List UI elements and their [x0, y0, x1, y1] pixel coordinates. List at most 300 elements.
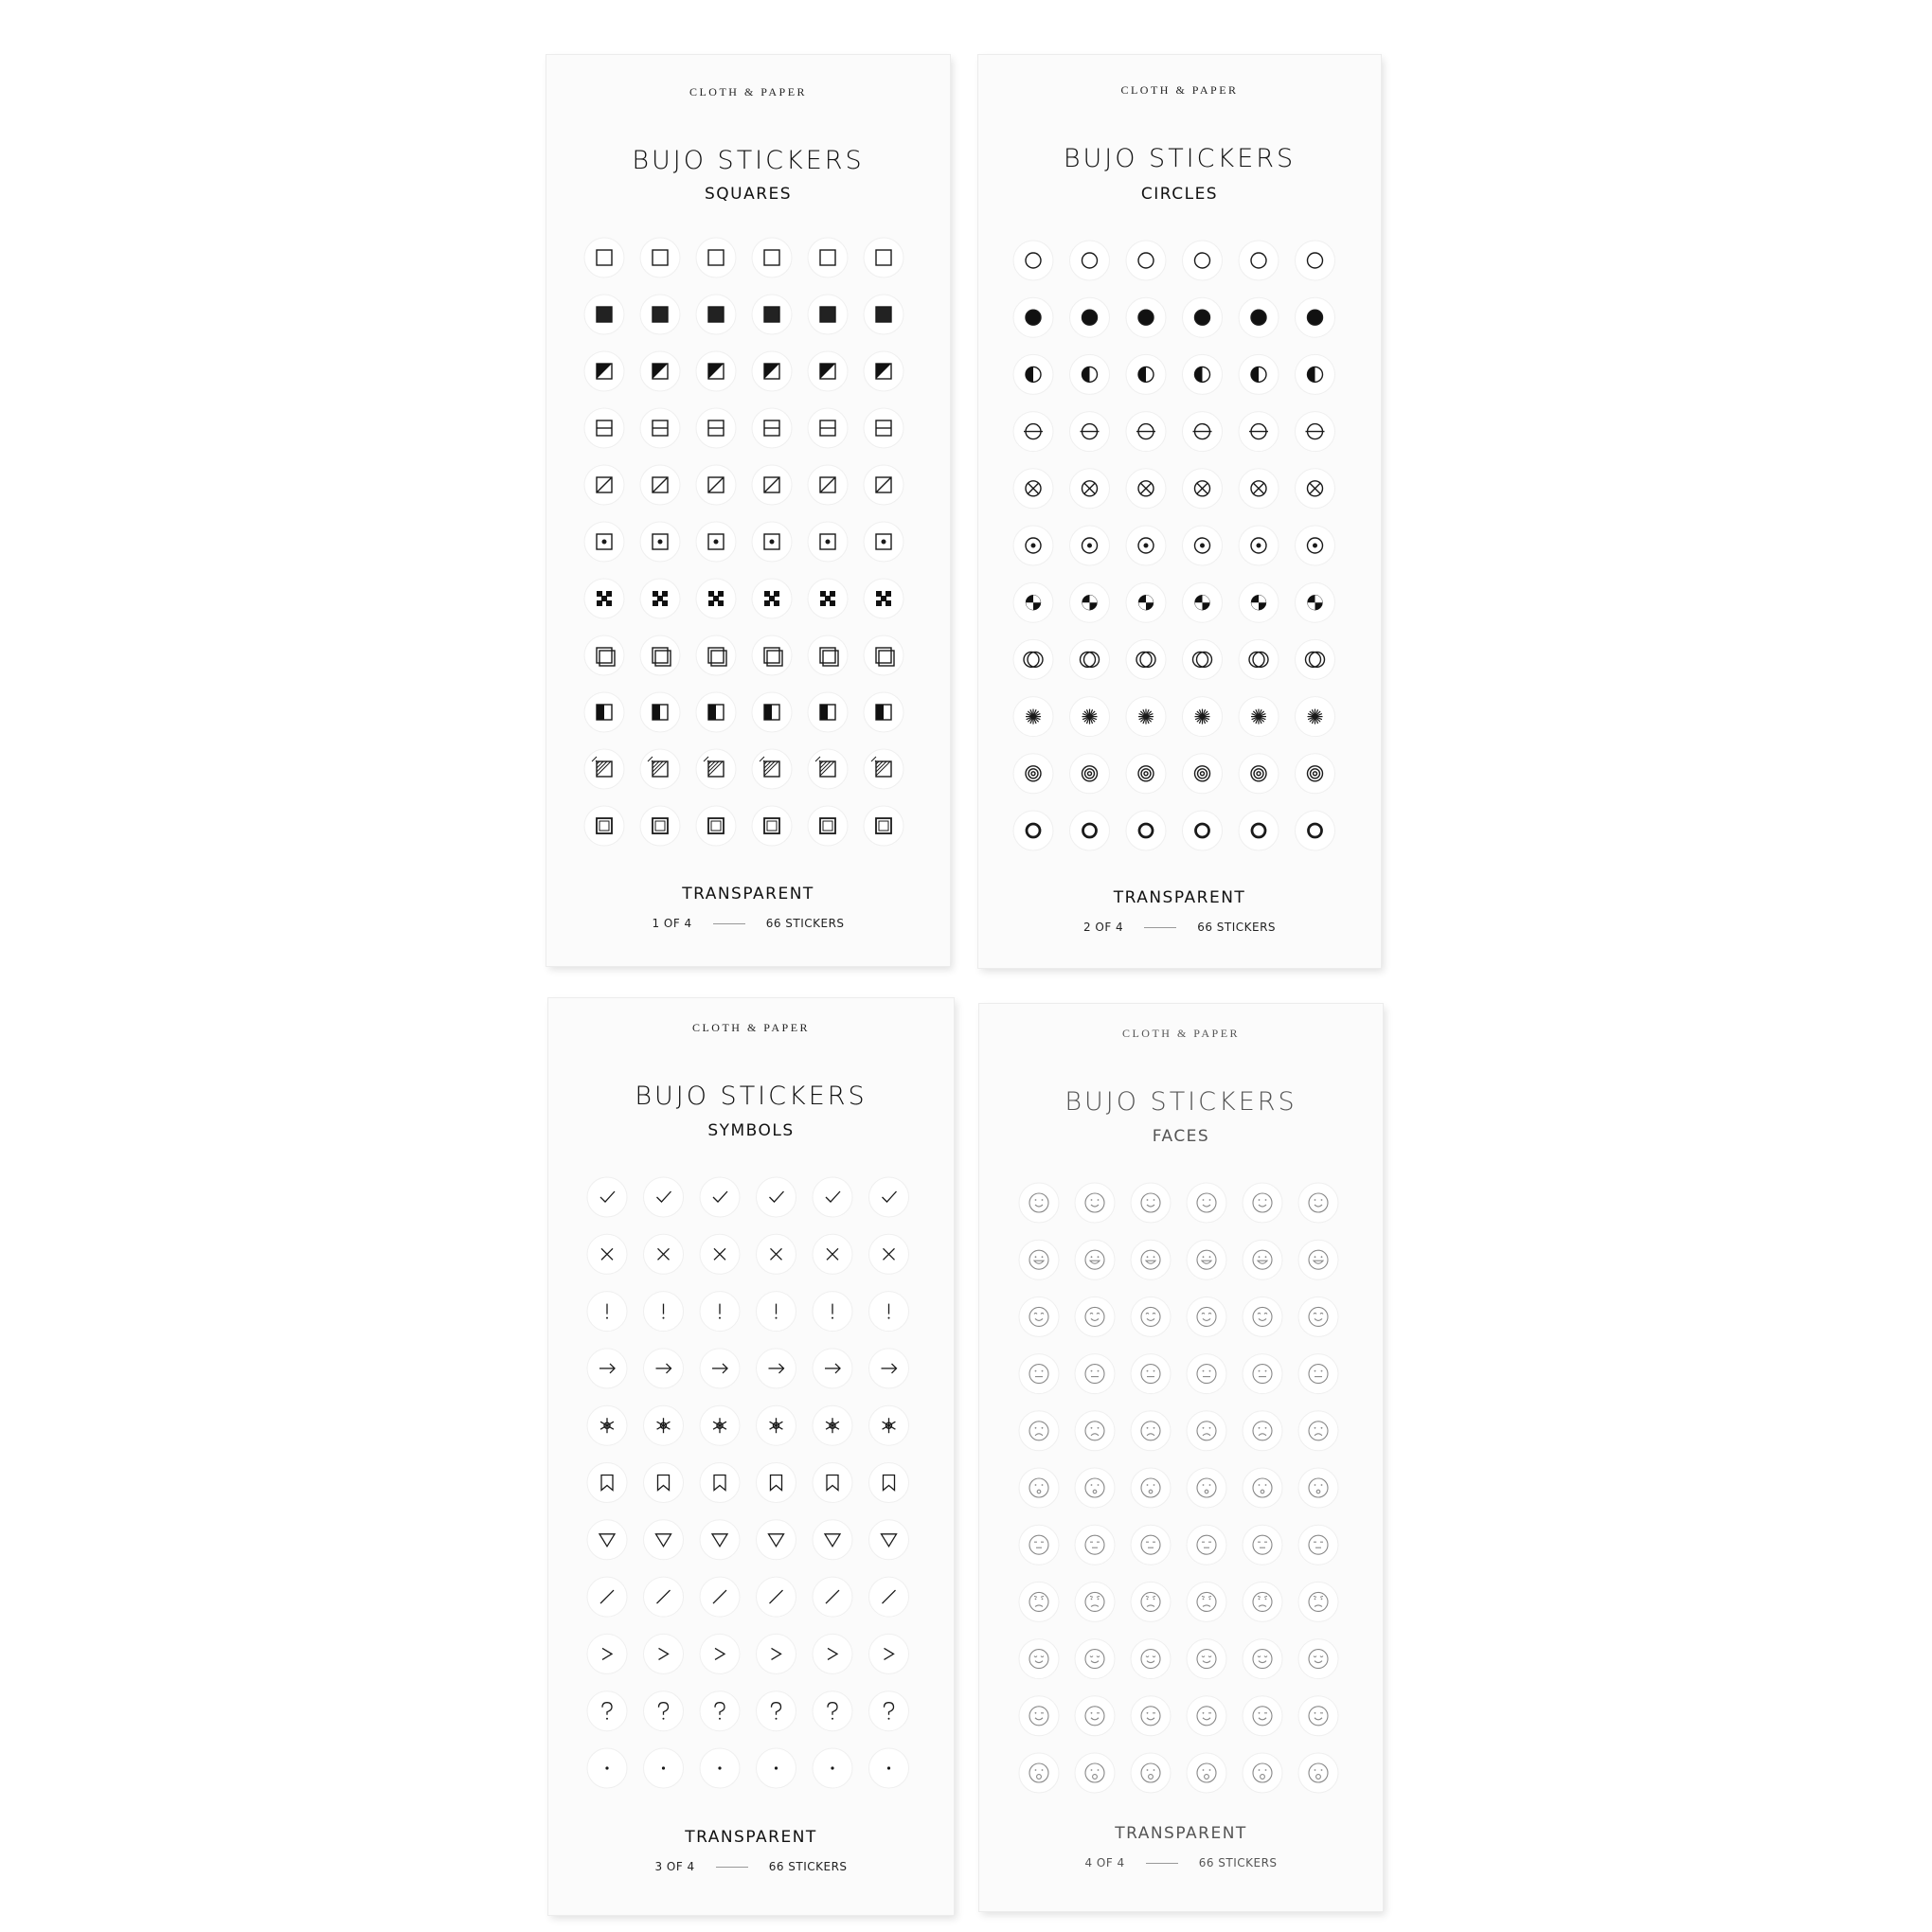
sticker-triangle-down-icon — [700, 1520, 740, 1560]
sticker-circle-starburst — [1013, 697, 1053, 737]
sticker-circle-double-ring — [1126, 639, 1166, 679]
sticker-face-shocked — [1019, 1753, 1059, 1793]
sticker-square-hatched — [584, 749, 624, 789]
sticker-face-neutral — [1075, 1354, 1115, 1394]
sticker-circle-bold-ring — [1013, 811, 1053, 850]
sticker-face-smile — [1243, 1183, 1282, 1223]
sticker-square-half-vertical — [640, 692, 680, 732]
sticker-square-horizontal-line — [584, 408, 624, 448]
divider — [1144, 927, 1176, 928]
sticker-circle-dot — [1126, 526, 1166, 565]
sticker-sheet-squares — [546, 55, 950, 966]
sticker-circle-starburst — [1126, 697, 1166, 737]
sticker-snowflake-icon — [644, 1405, 684, 1445]
sticker-snowflake-icon — [813, 1405, 852, 1445]
sticker-chevron-right-icon — [869, 1634, 909, 1673]
sticker-triangle-down-icon — [757, 1520, 796, 1560]
sticker-square-offset — [752, 635, 792, 675]
sticker-circle-dot — [1013, 526, 1053, 565]
sheet-meta — [979, 1856, 1383, 1869]
sheet-footer: TRANSPARENT — [1113, 888, 1246, 907]
sticker-square-dot — [864, 522, 903, 562]
sticker-circle-quadrants — [1126, 582, 1166, 622]
sheet-count: 3 OF 4 — [654, 1860, 695, 1873]
sticker-square-outline — [696, 238, 736, 277]
sticker-circle-quadrants — [1239, 582, 1279, 622]
sticker-circle-quadrants — [1183, 582, 1223, 622]
sticker-circle-cross — [1239, 469, 1279, 509]
sticker-circle-filled — [1126, 297, 1166, 337]
sticker-square-outline — [808, 238, 848, 277]
sticker-circle-starburst — [1183, 697, 1223, 737]
sticker-dot-icon — [644, 1748, 684, 1788]
sticker-face-content — [1243, 1639, 1282, 1679]
sticker-exclamation-icon — [587, 1292, 627, 1332]
sticker-circle-outline — [1183, 241, 1223, 280]
sticker-face-shocked — [1298, 1753, 1338, 1793]
sticker-face-frown — [1187, 1582, 1226, 1621]
sticker-face-shocked — [1075, 1753, 1115, 1793]
sticker-grid — [979, 1004, 1383, 1911]
sticker-square-dot — [696, 522, 736, 562]
sticker-square-filled — [752, 295, 792, 334]
sticker-face-wink — [1019, 1696, 1059, 1736]
sticker-square-dot — [752, 522, 792, 562]
sticker-x-icon — [813, 1234, 852, 1274]
sticker-square-checker — [640, 579, 680, 618]
sticker-check-icon — [700, 1177, 740, 1217]
sticker-face-neutral — [1187, 1354, 1226, 1394]
sticker-chevron-right-icon — [813, 1634, 852, 1673]
sticker-circle-outline — [1013, 241, 1053, 280]
sticker-square-outline — [864, 238, 903, 277]
sticker-dot-icon — [869, 1748, 909, 1788]
sticker-square-horizontal-line — [864, 408, 903, 448]
sticker-circle-horizontal-line — [1296, 412, 1335, 452]
sticker-circle-outline — [1070, 241, 1110, 280]
sticker-square-outline — [752, 238, 792, 277]
sticker-square-filled — [584, 295, 624, 334]
sticker-triangle-down-icon — [587, 1520, 627, 1560]
sticker-face-neutral — [1131, 1354, 1171, 1394]
sticker-circle-half — [1239, 354, 1279, 394]
sticker-face-blank — [1243, 1525, 1282, 1565]
sticker-square-diagonal-slash — [584, 465, 624, 505]
sticker-square-diagonal-slash — [808, 465, 848, 505]
sticker-face-shocked — [1243, 1753, 1282, 1793]
brand-label: CLOTH & PAPER — [1121, 1027, 1241, 1040]
sticker-face-wink — [1243, 1696, 1282, 1736]
sticker-question-icon — [700, 1691, 740, 1731]
sheet-footer: TRANSPARENT — [685, 1828, 817, 1847]
sticker-face-grin — [1075, 1240, 1115, 1279]
sticker-circle-horizontal-line — [1183, 412, 1223, 452]
sticker-square-horizontal-line — [808, 408, 848, 448]
sticker-grid — [978, 55, 1381, 968]
sticker-square-outline — [640, 238, 680, 277]
sticker-circle-double-ring — [1183, 639, 1223, 679]
sticker-circle-half — [1070, 354, 1110, 394]
sticker-face-smile — [1075, 1183, 1115, 1223]
sticker-circle-target — [1183, 754, 1223, 794]
sticker-circle-starburst — [1296, 697, 1335, 737]
sticker-square-half-diagonal — [808, 351, 848, 391]
sticker-square-checker — [752, 579, 792, 618]
sticker-square-dot — [808, 522, 848, 562]
sticker-arrow-right-icon — [813, 1349, 852, 1388]
sticker-square-diagonal-slash — [864, 465, 903, 505]
sheet-footer: TRANSPARENT — [1115, 1824, 1247, 1843]
sticker-circle-dot — [1183, 526, 1223, 565]
sticker-face-blank — [1075, 1525, 1115, 1565]
sticker-square-half-diagonal — [864, 351, 903, 391]
sticker-exclamation-icon — [700, 1292, 740, 1332]
sticker-circle-filled — [1070, 297, 1110, 337]
sticker-count: 66 STICKERS — [765, 917, 845, 930]
sticker-x-icon — [869, 1234, 909, 1274]
sticker-face-neutral — [1019, 1354, 1059, 1394]
sticker-count: 66 STICKERS — [1198, 1856, 1278, 1869]
divider — [716, 1867, 748, 1868]
sticker-square-filled — [808, 295, 848, 334]
sheet-meta — [548, 1860, 954, 1873]
sticker-circle-target — [1013, 754, 1053, 794]
sticker-square-half-diagonal — [640, 351, 680, 391]
sticker-face-surprised — [1243, 1468, 1282, 1508]
sticker-face-grin — [1019, 1240, 1059, 1279]
sticker-circle-target — [1126, 754, 1166, 794]
sticker-circle-cross — [1296, 469, 1335, 509]
sticker-circle-horizontal-line — [1070, 412, 1110, 452]
sticker-face-neutral — [1243, 1354, 1282, 1394]
sticker-face-happy — [1243, 1297, 1282, 1336]
sticker-check-icon — [813, 1177, 852, 1217]
sticker-question-icon — [813, 1691, 852, 1731]
sticker-square-outline — [584, 238, 624, 277]
sticker-circle-target — [1296, 754, 1335, 794]
sticker-face-smile — [1131, 1183, 1171, 1223]
sticker-square-checker — [808, 579, 848, 618]
brand-label: CLOTH & PAPER — [691, 1021, 811, 1034]
sticker-check-icon — [644, 1177, 684, 1217]
sticker-square-hatched — [864, 749, 903, 789]
sticker-face-wink — [1075, 1696, 1115, 1736]
sticker-square-offset — [584, 635, 624, 675]
sticker-circle-outline — [1126, 241, 1166, 280]
sheet-subtitle: FACES — [1152, 1127, 1210, 1146]
sticker-circle-double-ring — [1296, 639, 1335, 679]
sticker-face-surprised — [1298, 1468, 1338, 1508]
sticker-circle-quadrants — [1013, 582, 1053, 622]
sticker-triangle-down-icon — [813, 1520, 852, 1560]
sticker-circle-horizontal-line — [1239, 412, 1279, 452]
sticker-circle-bold-ring — [1296, 811, 1335, 850]
sticker-circle-dot — [1239, 526, 1279, 565]
sticker-face-surprised — [1019, 1468, 1059, 1508]
sticker-arrow-right-icon — [757, 1349, 796, 1388]
sticker-chevron-right-icon — [644, 1634, 684, 1673]
sticker-square-offset — [808, 635, 848, 675]
sticker-face-sad — [1131, 1411, 1171, 1451]
sticker-arrow-right-icon — [869, 1349, 909, 1388]
sticker-bookmark-icon — [869, 1463, 909, 1503]
sticker-face-sad — [1243, 1411, 1282, 1451]
sticker-circle-cross — [1126, 469, 1166, 509]
sticker-triangle-down-icon — [869, 1520, 909, 1560]
sticker-exclamation-icon — [813, 1292, 852, 1332]
sticker-slash-icon — [869, 1577, 909, 1617]
sticker-square-double — [752, 806, 792, 846]
sticker-circle-outline — [1296, 241, 1335, 280]
sticker-square-diagonal-slash — [640, 465, 680, 505]
sticker-square-checker — [584, 579, 624, 618]
sticker-face-blank — [1019, 1525, 1059, 1565]
sticker-exclamation-icon — [869, 1292, 909, 1332]
sticker-face-surprised — [1131, 1468, 1171, 1508]
sticker-chevron-right-icon — [587, 1634, 627, 1673]
sheet-subtitle: SQUARES — [704, 185, 793, 204]
sticker-circle-half — [1013, 354, 1053, 394]
sticker-question-icon — [757, 1691, 796, 1731]
sticker-arrow-right-icon — [587, 1349, 627, 1388]
sticker-circle-bold-ring — [1183, 811, 1223, 850]
sticker-question-icon — [587, 1691, 627, 1731]
sheet-meta — [978, 921, 1381, 934]
sticker-face-frown — [1075, 1582, 1115, 1621]
sticker-square-offset — [864, 635, 903, 675]
sticker-square-filled — [864, 295, 903, 334]
sticker-circle-bold-ring — [1126, 811, 1166, 850]
sticker-bookmark-icon — [644, 1463, 684, 1503]
sticker-circle-cross — [1013, 469, 1053, 509]
sticker-exclamation-icon — [644, 1292, 684, 1332]
sticker-circle-filled — [1239, 297, 1279, 337]
sticker-circle-half — [1183, 354, 1223, 394]
sticker-square-checker — [864, 579, 903, 618]
sticker-circle-dot — [1070, 526, 1110, 565]
sticker-face-sad — [1187, 1411, 1226, 1451]
sticker-snowflake-icon — [757, 1405, 796, 1445]
sheet-footer: TRANSPARENT — [682, 885, 814, 903]
sticker-square-filled — [696, 295, 736, 334]
sticker-question-icon — [869, 1691, 909, 1731]
sticker-square-hatched — [752, 749, 792, 789]
sticker-circle-half — [1296, 354, 1335, 394]
sticker-face-frown — [1019, 1582, 1059, 1621]
sticker-face-smile — [1019, 1183, 1059, 1223]
sticker-slash-icon — [757, 1577, 796, 1617]
sticker-square-hatched — [696, 749, 736, 789]
sticker-bookmark-icon — [700, 1463, 740, 1503]
sticker-question-icon — [644, 1691, 684, 1731]
sheet-count: 1 OF 4 — [652, 917, 692, 930]
sticker-circle-double-ring — [1070, 639, 1110, 679]
sheet-meta — [546, 917, 950, 930]
sticker-square-double — [696, 806, 736, 846]
sticker-face-wink — [1298, 1696, 1338, 1736]
sticker-square-half-vertical — [584, 692, 624, 732]
sticker-x-icon — [757, 1234, 796, 1274]
sticker-slash-icon — [813, 1577, 852, 1617]
sticker-square-hatched — [808, 749, 848, 789]
sticker-face-happy — [1019, 1297, 1059, 1336]
sticker-check-icon — [869, 1177, 909, 1217]
sticker-grid — [548, 998, 954, 1915]
brand-label: CLOTH & PAPER — [689, 85, 808, 98]
sticker-circle-starburst — [1070, 697, 1110, 737]
sticker-bookmark-icon — [813, 1463, 852, 1503]
sticker-x-icon — [644, 1234, 684, 1274]
sticker-circle-double-ring — [1013, 639, 1053, 679]
sticker-dot-icon — [700, 1748, 740, 1788]
sticker-circle-horizontal-line — [1126, 412, 1166, 452]
sticker-dot-icon — [757, 1748, 796, 1788]
sticker-square-filled — [640, 295, 680, 334]
sticker-square-offset — [696, 635, 736, 675]
sticker-face-smile — [1298, 1183, 1338, 1223]
sticker-square-dot — [584, 522, 624, 562]
sticker-x-icon — [700, 1234, 740, 1274]
sticker-arrow-right-icon — [700, 1349, 740, 1388]
sticker-check-icon — [587, 1177, 627, 1217]
sticker-square-diagonal-slash — [696, 465, 736, 505]
sticker-square-horizontal-line — [696, 408, 736, 448]
sticker-chevron-right-icon — [757, 1634, 796, 1673]
sticker-circle-target — [1070, 754, 1110, 794]
sticker-count: 66 STICKERS — [768, 1860, 848, 1873]
sticker-check-icon — [757, 1177, 796, 1217]
sticker-face-blank — [1298, 1525, 1338, 1565]
sticker-circle-quadrants — [1296, 582, 1335, 622]
sticker-face-frown — [1243, 1582, 1282, 1621]
sticker-circle-double-ring — [1239, 639, 1279, 679]
sticker-triangle-down-icon — [644, 1520, 684, 1560]
sheet-count: 2 OF 4 — [1082, 921, 1124, 934]
sticker-bookmark-icon — [587, 1463, 627, 1503]
sticker-circle-half — [1126, 354, 1166, 394]
sticker-circle-filled — [1296, 297, 1335, 337]
sticker-circle-dot — [1296, 526, 1335, 565]
sticker-dot-icon — [587, 1748, 627, 1788]
sticker-square-diagonal-slash — [752, 465, 792, 505]
sticker-sheet-faces — [979, 1004, 1383, 1911]
sticker-face-grin — [1298, 1240, 1338, 1279]
sticker-face-smile — [1187, 1183, 1226, 1223]
sticker-face-happy — [1131, 1297, 1171, 1336]
sticker-face-content — [1187, 1639, 1226, 1679]
sticker-x-icon — [587, 1234, 627, 1274]
sticker-circle-starburst — [1239, 697, 1279, 737]
sticker-face-grin — [1187, 1240, 1226, 1279]
sheet-title: BUJO STICKERS — [1063, 144, 1297, 173]
sticker-face-shocked — [1187, 1753, 1226, 1793]
sticker-square-dot — [640, 522, 680, 562]
sticker-circle-horizontal-line — [1013, 412, 1053, 452]
sticker-chevron-right-icon — [700, 1634, 740, 1673]
sticker-face-content — [1019, 1639, 1059, 1679]
sheet-title: BUJO STICKERS — [635, 1082, 868, 1111]
sticker-grid — [546, 55, 950, 966]
sticker-circle-quadrants — [1070, 582, 1110, 622]
sticker-square-half-vertical — [696, 692, 736, 732]
sticker-square-checker — [696, 579, 736, 618]
sticker-face-surprised — [1075, 1468, 1115, 1508]
sticker-exclamation-icon — [757, 1292, 796, 1332]
sticker-face-grin — [1243, 1240, 1282, 1279]
sticker-snowflake-icon — [700, 1405, 740, 1445]
sticker-face-sad — [1298, 1411, 1338, 1451]
sticker-circle-target — [1239, 754, 1279, 794]
sticker-circle-bold-ring — [1070, 811, 1110, 850]
sticker-square-half-diagonal — [584, 351, 624, 391]
sticker-face-neutral — [1298, 1354, 1338, 1394]
sticker-square-horizontal-line — [752, 408, 792, 448]
sticker-sheet-symbols — [548, 998, 954, 1915]
sticker-square-offset — [640, 635, 680, 675]
sticker-face-wink — [1187, 1696, 1226, 1736]
divider — [1146, 1863, 1178, 1864]
sticker-face-frown — [1298, 1582, 1338, 1621]
sticker-face-content — [1075, 1639, 1115, 1679]
sticker-circle-cross — [1070, 469, 1110, 509]
sticker-arrow-right-icon — [644, 1349, 684, 1388]
sheet-subtitle: CIRCLES — [1140, 185, 1219, 204]
sticker-face-content — [1298, 1639, 1338, 1679]
sticker-circle-bold-ring — [1239, 811, 1279, 850]
sticker-slash-icon — [587, 1577, 627, 1617]
sticker-face-happy — [1187, 1297, 1226, 1336]
sticker-circle-filled — [1183, 297, 1223, 337]
sticker-face-grin — [1131, 1240, 1171, 1279]
sticker-face-frown — [1131, 1582, 1171, 1621]
sticker-face-content — [1131, 1639, 1171, 1679]
divider — [713, 923, 745, 924]
sticker-face-shocked — [1131, 1753, 1171, 1793]
sticker-square-half-vertical — [808, 692, 848, 732]
sticker-face-surprised — [1187, 1468, 1226, 1508]
sticker-circle-outline — [1239, 241, 1279, 280]
sheet-title: BUJO STICKERS — [1064, 1087, 1297, 1117]
sticker-face-sad — [1075, 1411, 1115, 1451]
sticker-face-blank — [1131, 1525, 1171, 1565]
sticker-square-half-diagonal — [696, 351, 736, 391]
sticker-square-double — [808, 806, 848, 846]
sticker-square-double — [864, 806, 903, 846]
sticker-square-half-vertical — [752, 692, 792, 732]
sticker-snowflake-icon — [869, 1405, 909, 1445]
brand-label: CLOTH & PAPER — [1120, 83, 1239, 97]
sticker-count: 66 STICKERS — [1197, 921, 1277, 934]
sticker-circle-filled — [1013, 297, 1053, 337]
sheet-title: BUJO STICKERS — [632, 146, 865, 175]
sticker-face-sad — [1019, 1411, 1059, 1451]
sticker-slash-icon — [644, 1577, 684, 1617]
sticker-square-double — [640, 806, 680, 846]
sheet-count: 4 OF 4 — [1084, 1856, 1125, 1869]
sticker-circle-cross — [1183, 469, 1223, 509]
sticker-sheet-circles — [978, 55, 1381, 968]
sticker-bookmark-icon — [757, 1463, 796, 1503]
sticker-face-happy — [1075, 1297, 1115, 1336]
sticker-snowflake-icon — [587, 1405, 627, 1445]
sticker-slash-icon — [700, 1577, 740, 1617]
sticker-dot-icon — [813, 1748, 852, 1788]
sheet-subtitle: SYMBOLS — [707, 1121, 795, 1140]
sticker-face-wink — [1131, 1696, 1171, 1736]
sticker-square-half-vertical — [864, 692, 903, 732]
sticker-face-happy — [1298, 1297, 1338, 1336]
sticker-square-horizontal-line — [640, 408, 680, 448]
